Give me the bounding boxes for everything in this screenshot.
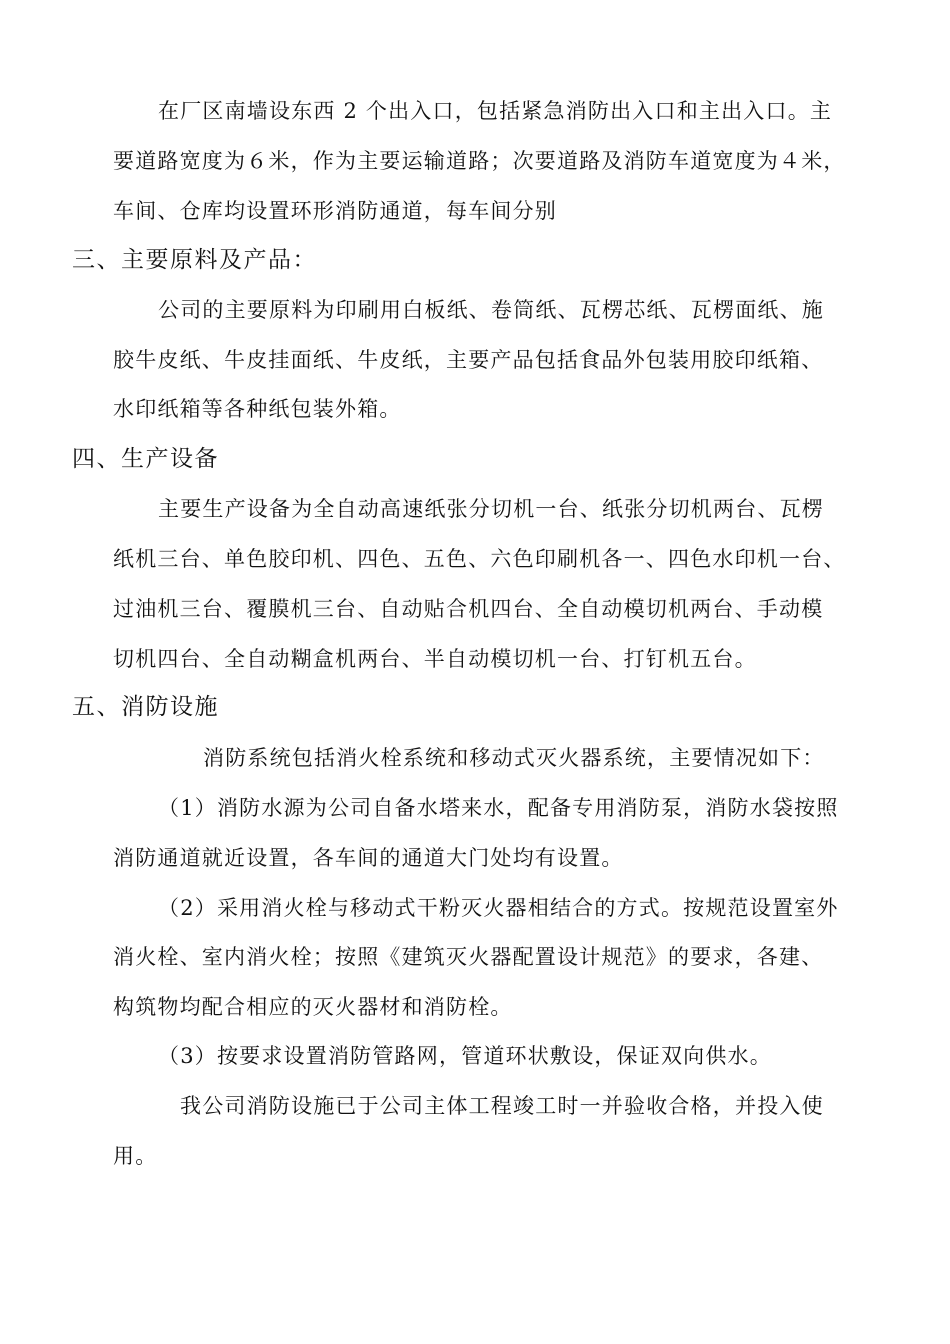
section-5-line-8: 我公司消防设施已于公司主体工程竣工时一并验收合格，并投入使 xyxy=(180,1094,824,1118)
section-5-line-5: 消火栓、室内消火栓；按照《建筑灭火器配置设计规范》的要求，各建、 xyxy=(113,945,824,969)
section-4-line-3: 过油机三台、覆膜机三台、自动贴合机四台、全自动模切机两台、手动模 xyxy=(113,597,824,621)
section-3-line-2: 胶牛皮纸、牛皮挂面纸、牛皮纸，主要产品包括食品外包装用胶印纸箱、 xyxy=(113,348,824,372)
intro-line-3: 车间、仓库均设置环形消防通道，每车间分别 xyxy=(113,199,557,223)
section-3-line-1: 公司的主要原料为印刷用白板纸、卷筒纸、瓦楞芯纸、瓦楞面纸、施 xyxy=(158,298,824,322)
section-5-line-6: 构筑物均配合相应的灭火器材和消防栓。 xyxy=(113,995,513,1019)
section-5-line-9: 用。 xyxy=(113,1144,158,1168)
section-3-heading: 三、主要原料及产品： xyxy=(72,247,317,273)
section-3-line-3: 水印纸箱等各种纸包装外箱。 xyxy=(113,397,402,421)
section-4-line-2: 纸机三台、单色胶印机、四色、五色、六色印刷机各一、四色水印机一台、 xyxy=(113,547,846,571)
intro-line-2: 要道路宽度为６米，作为主要运输道路；次要道路及消防车道宽度为４米， xyxy=(113,149,846,173)
section-4-heading: 四、生产设备 xyxy=(72,446,219,472)
section-5-line-7: （3）按要求设置消防管路网，管道环状敷设，保证双向供水。 xyxy=(158,1044,772,1068)
section-5-heading: 五、消防设施 xyxy=(72,694,219,720)
section-4-line-1: 主要生产设备为全自动高速纸张分切机一台、纸张分切机两台、瓦楞 xyxy=(158,497,824,521)
section-4-line-4: 切机四台、全自动糊盒机两台、半自动模切机一台、打钉机五台。 xyxy=(113,647,757,671)
intro-line-1: 在厂区南墙设东西 2 个出入口，包括紧急消防出入口和主出入口。主 xyxy=(158,99,833,123)
section-5-line-1: 消防系统包括消火栓系统和移动式灭火器系统，主要情况如下： xyxy=(203,746,825,770)
section-5-line-2: （1）消防水源为公司自备水塔来水，配备专用消防泵，消防水袋按照 xyxy=(158,796,839,820)
section-5-line-3: 消防通道就近设置，各车间的通道大门处均有设置。 xyxy=(113,846,624,870)
section-5-line-4: （2）采用消火栓与移动式干粉灭火器相结合的方式。按规范设置室外 xyxy=(158,896,839,920)
